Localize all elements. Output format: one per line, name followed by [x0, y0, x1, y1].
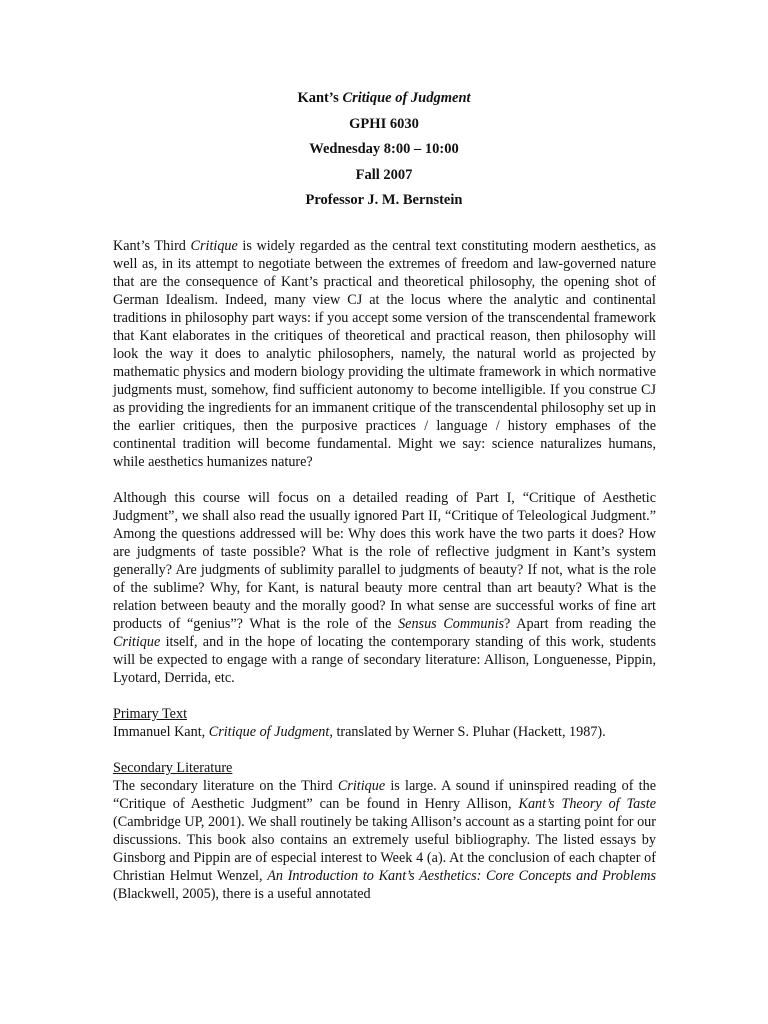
course-focus-paragraph — [113, 489, 656, 687]
course-code: GPHI 6030 — [349, 115, 419, 132]
secondary-literature-heading: Secondary Literature — [113, 760, 233, 776]
primary-text-citation — [113, 723, 656, 741]
course-title-prefix: Kant’s — [297, 90, 343, 106]
intro-italic-1: Critique — [190, 238, 238, 254]
focus-italic-2: Critique — [113, 634, 161, 650]
focus-text-1: Although this course will focus on a detailed reading of Part I, “Critique of Aesthetic Judgment”, we shall also read the usually ignored Part II, “Critique of Teleological Judgment.” Among the questions addressed will be: Why does this work have the two parts it does? How are judgments of taste possible? What is the role of reflective judgment in Kant’s system generally? Are judgments of sublimity parallel to judgments of beauty? If not, what is the role of the sublime? Why, for Kant, is natural beauty more central than art beauty? What is the relation between beauty and the morally good? In what sense are successful works of fine art products of “genius”? What is the role of the — [113, 490, 656, 632]
secondary-text-3: (Cambridge UP, 2001). We shall routinely be taking Allison’s account as a starting point for our discussions. This book also contains an extremely useful bibliography. The listed essays by Ginsborg and Pippin are of especial interest to Week 4 (a). At the conclusion of each chapter of Christian Helmut Wenzel, — [113, 814, 656, 884]
primary-text-1: Immanuel Kant, — [113, 724, 209, 740]
syllabus-body — [113, 237, 656, 921]
intro-text-2: is widely regarded as the central text constituting modern aesthetics, as well as, in its attempt to negotiate between the extremes of freedom and law-governed nature that are the consequence of Kant’s practical and theoretical philosophy, the opening shot of German Idealism. Indeed, many view CJ at the locus where the analytic and continental traditions in philosophy part ways: if you accept some version of the transcendental framework that Kant elaborates in the critiques of theoretical and practical reason, then philosophy will look the way it does to analytic philosophers, namely, the natural world as projected by mathematic physics and modern biology providing the ultimate framework in which normative judgments must, somehow, find sufficient autonomy to become intelligible. If you construe CJ as providing the ingredients for an immanent critique of the transcendental philosophy set up in the earlier critiques, then the purposive practices / language / history emphases of the continental tradition will become fundamental. Might we say: science naturalizes humans, while aesthetics humanizes nature? — [113, 238, 656, 470]
secondary-text-2: is large. A sound if uninspired reading of the “Critique of Aesthetic Judgment” can be found in Henry Allison, — [113, 778, 656, 812]
secondary-literature-paragraph — [113, 777, 656, 903]
secondary-text-4: (Blackwell, 2005), there is a useful annotated — [113, 886, 371, 902]
syllabus-header — [0, 90, 768, 218]
intro-paragraph — [113, 237, 656, 471]
primary-italic-1: Critique of Judgment — [208, 724, 330, 740]
secondary-text-1: The secondary literature on the Third — [113, 778, 338, 794]
secondary-literature-section — [113, 759, 656, 903]
primary-text-section — [113, 705, 656, 741]
focus-text-3: itself, and in the hope of locating the contemporary standing of this work, students will be expected to engage with a range of secondary literature: Allison, Longuenesse, Pippin, Lyotard, Derrida, etc. — [113, 634, 656, 686]
course-schedule: Wednesday 8:00 – 10:00 — [309, 141, 459, 157]
secondary-italic-2: Kant’s Theory of Taste — [518, 796, 656, 812]
course-title — [0, 90, 768, 107]
secondary-italic-1: Critique — [337, 778, 386, 794]
focus-italic-1: Sensus Communis — [398, 616, 505, 632]
course-term: Fall 2007 — [355, 166, 413, 183]
intro-text-1: Kant’s Third — [113, 238, 191, 254]
course-professor: Professor J. M. Bernstein — [305, 192, 463, 208]
secondary-italic-3: An Introduction to Kant’s Aesthetics: Core Concepts and Problems — [267, 868, 656, 884]
primary-text-heading: Primary Text — [113, 706, 188, 722]
focus-text-2: ? Apart from reading the — [504, 616, 656, 632]
primary-text-2: , translated by Werner S. Pluhar (Hackett, 1987). — [329, 724, 606, 740]
course-title-work: Critique of Judgment — [342, 90, 471, 106]
